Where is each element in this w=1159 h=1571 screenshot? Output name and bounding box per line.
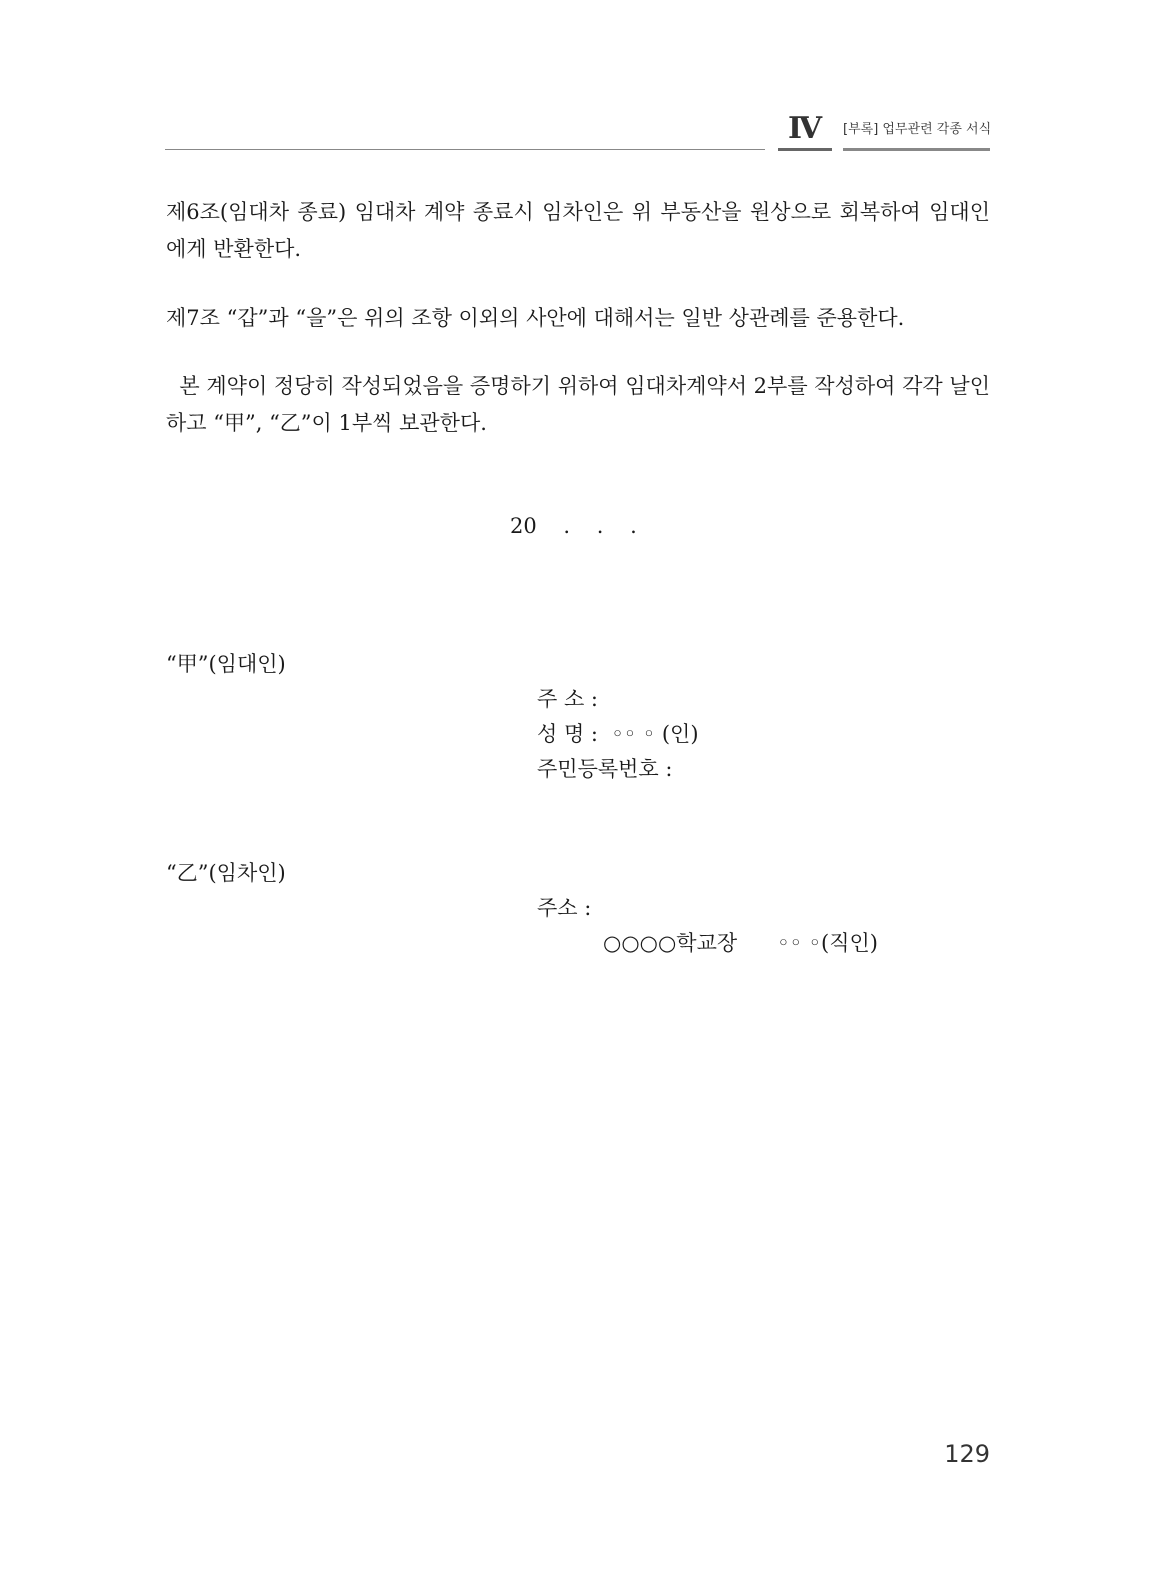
- page-number: 129: [944, 1440, 990, 1468]
- lessee-address-field: 주소 :: [537, 896, 592, 920]
- lessor-label: “甲”(임대인): [166, 652, 286, 676]
- section-title: [부록] 업무관련 각종 서식: [843, 122, 992, 137]
- lessor-name-field: 성 명 : ◦◦ ◦ (인): [537, 722, 699, 746]
- chapter-numeral-underline: [778, 148, 832, 151]
- closing-paragraph: [166, 368, 990, 442]
- article-7-paragraph: 제7조 “갑”과 “을”은 위의 조항 이외의 사안에 대해서는 일반 상관례를 준용한다.: [166, 306, 905, 330]
- contract-date: 20 . . .: [510, 514, 637, 538]
- article-6-paragraph: 제6조(임대차 종료) 임대차 계약 종료시 임차인은 위 부동산을 원상으로 회복하여 임대인에게 반환한다.: [166, 200, 990, 261]
- lessee-label: “乙”(임차인): [166, 861, 286, 885]
- chapter-numeral: Ⅳ: [787, 112, 823, 145]
- section-title-underline: [843, 148, 990, 151]
- header-rule: [165, 149, 765, 150]
- lessor-address-field: 주 소 :: [537, 687, 598, 711]
- lessee-school-principal-line: ○○○○학교장 ◦◦ ◦(직인): [603, 931, 878, 955]
- closing-text: 본 계약이 정당히 작성되었음을 증명하기 위하여 임대차계약서 2부를 작성하여 각각 날인하고 “甲”, “乙”이 1부씩 보관한다.: [166, 374, 990, 435]
- lessor-id-number-field: 주민등록번호 :: [537, 757, 673, 781]
